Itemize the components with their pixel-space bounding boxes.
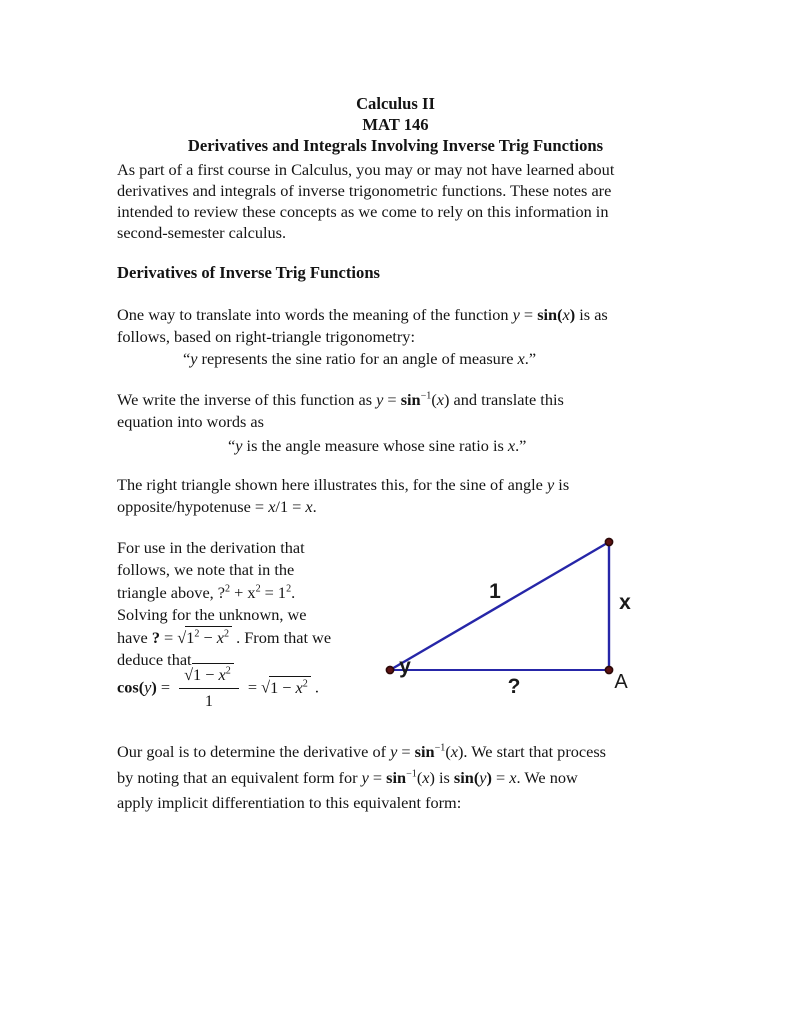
function-meaning-paragraph: One way to translate into words the meaning of the function y = sin(x) is as follows, based on right-triangle trigonometry:: [117, 305, 608, 346]
section-heading: Derivatives of Inverse Trig Functions: [117, 263, 381, 282]
derivation-paragraph: For use in the derivation that follows, we note that in the triangle above, ?$^2$ + $x^2 = 1^2$. Solving for the unknown, we have ? = $√1^2 - x^2$ . From that we deduce that: [117, 538, 332, 670]
hypotenuse-label: 1: [489, 580, 501, 603]
document-title: Derivatives and Integrals Involving Inverse Trig Functions: [187, 136, 604, 155]
triangle-figure: [378, 528, 663, 703]
hypotenuse-line: [390, 542, 609, 670]
inverse-function-paragraph: We write the inverse of this function as $y = \sin^{-1}(x)$ and translate this equation into words as: [117, 390, 564, 431]
angle-label: y: [399, 655, 411, 678]
vertex-dot-left: [386, 666, 393, 673]
document-header: [117, 93, 674, 156]
vertex-dot-right: [605, 666, 612, 673]
course-title: Calculus II: [356, 94, 435, 113]
goal-paragraph: Our goal is to determine the derivative of $y = \sin^{-1}(x)$. We start that process by noting that an equivalent form for $y = \sin^{-1}(x)$ is sin(y) = x. We now apply implicit differentiation to this equivalent form:: [117, 742, 607, 813]
angle-measure-quote: “y is the angle measure whose sine ratio is x.”: [228, 436, 527, 455]
vertex-label: A: [614, 671, 628, 693]
course-code: MAT 146: [362, 115, 429, 134]
vertex-dot-top: [605, 538, 612, 545]
cos-equation: cos(y) = $\frac{√1 - x^2}{1}$ = $√1 - x^2$ .: [117, 664, 447, 714]
right-triangle-paragraph: The right triangle shown here illustrates this, for the sine of angle y is opposite/hypotenuse = x/1 = x.: [117, 475, 570, 516]
sine-ratio-quote: “y represents the sine ratio for an angle of measure x.”: [183, 349, 537, 368]
opposite-side-label: x: [619, 591, 631, 614]
intro-paragraph: As part of a first course in Calculus, you may or may not have learned about derivatives and integrals of inverse trigonometric functions. These notes are intended to review these concepts as we come to rely on this information in second-semester calculus.: [117, 160, 615, 242]
base-label: ?: [507, 675, 521, 698]
